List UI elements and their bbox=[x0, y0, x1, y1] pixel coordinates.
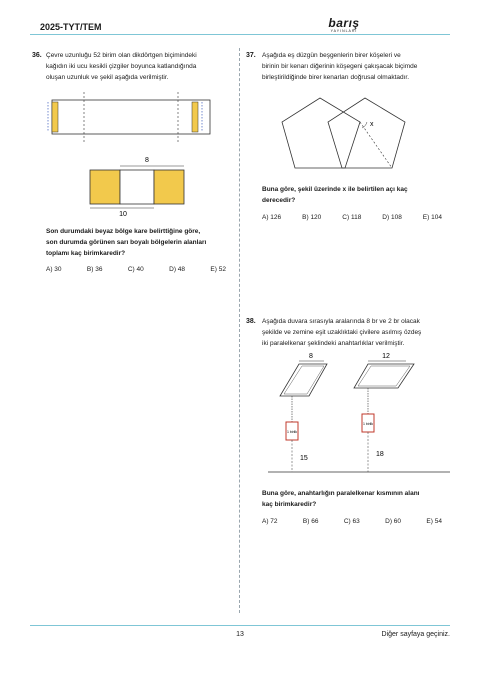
q38-option-a[interactable]: A) 72 bbox=[262, 518, 278, 525]
q38-number: 38. bbox=[246, 318, 256, 325]
publisher-logo bbox=[320, 17, 368, 34]
q37-option-b[interactable]: B) 120 bbox=[302, 214, 322, 221]
q36-question-line: son durumda görünen sarı boyalı bölgelerin alanları bbox=[46, 239, 207, 246]
q36-option-d[interactable]: D) 48 bbox=[169, 266, 186, 273]
q37-figure bbox=[280, 90, 450, 180]
q37-option-a[interactable]: A) 126 bbox=[262, 214, 282, 221]
q36-option-a[interactable]: A) 30 bbox=[46, 266, 62, 273]
q38-option-d[interactable]: D) 60 bbox=[385, 518, 402, 525]
q37-number: 37. bbox=[246, 52, 256, 59]
q38-label-left-height: 15 bbox=[300, 455, 308, 462]
header-divider bbox=[30, 34, 450, 35]
q38-text bbox=[262, 316, 452, 349]
page-number: 13 bbox=[236, 631, 244, 638]
q36-question-line: Son durumdaki beyaz bölge kare belirttiğine göre, bbox=[46, 228, 201, 235]
q36-option-e[interactable]: E) 52 bbox=[210, 266, 226, 273]
logo-subtext: YAYINLARI bbox=[330, 29, 358, 33]
footer-divider bbox=[30, 625, 450, 626]
q37-diagonal bbox=[360, 122, 392, 168]
q38-option-b[interactable]: B) 66 bbox=[302, 518, 319, 525]
q37-angle-label: x bbox=[370, 121, 374, 128]
q37-text-line: birinin bir kenarı diğerinin köşegeni çakışacak biçimde bbox=[262, 63, 418, 70]
q37-option-c[interactable]: C) 118 bbox=[342, 214, 362, 221]
q38-text-line: Aşağıda duvara sırasıyla aralarında 8 br ve 2 br olacak bbox=[262, 318, 420, 325]
column-divider bbox=[239, 48, 240, 613]
q37-text bbox=[262, 50, 452, 83]
q36-yellow-right bbox=[154, 170, 184, 204]
q37-angle-arc bbox=[362, 122, 367, 128]
q37-options bbox=[262, 214, 442, 221]
q38-options bbox=[262, 518, 442, 525]
q38-label-left-top: 8 bbox=[309, 353, 313, 360]
q37-question bbox=[262, 184, 452, 206]
logo-text: barış bbox=[328, 16, 360, 30]
q36-question bbox=[46, 226, 236, 259]
q36-white-square bbox=[120, 170, 154, 204]
q37-text-line: Aşağıda eş düzgün beşgenlerin birer köşeleri ve bbox=[262, 52, 401, 59]
q36-options bbox=[46, 266, 226, 273]
q37-option-e[interactable]: E) 104 bbox=[422, 214, 442, 221]
q36-yellow-left bbox=[90, 170, 120, 204]
q36-figure bbox=[40, 90, 230, 220]
q37-question-line: Buna göre, şekil üzerinde x ile belirtilen açı kaç bbox=[262, 186, 408, 193]
q37-pentagon-right bbox=[328, 98, 405, 168]
q38-question bbox=[262, 488, 452, 510]
q37-question-line: derecedir? bbox=[262, 197, 296, 204]
q38-text-line: iki paralelkenar şeklindeki anahtarlıklar verilmiştir. bbox=[262, 340, 405, 347]
q36-option-b[interactable]: B) 36 bbox=[86, 266, 103, 273]
q38-question-line: Buna göre, anahtarlığın paralelkenar kısmının alanı bbox=[262, 490, 420, 497]
q36-end-left bbox=[52, 102, 58, 132]
q36-text-line: oluşan uzunluk ve şekil aşağıda verilmiştir. bbox=[46, 74, 169, 81]
q38-parallelogram-left bbox=[280, 364, 327, 396]
exam-title: 2025-TYT/TEM bbox=[40, 22, 102, 32]
q38-tag-right-text: 1 birlik bbox=[362, 422, 374, 426]
q38-option-e[interactable]: E) 54 bbox=[426, 518, 442, 525]
q36-end-right bbox=[192, 102, 198, 132]
q36-question-line: toplamı kaç birimkaredir? bbox=[46, 250, 126, 257]
q38-label-right-top: 12 bbox=[382, 353, 390, 360]
q36-paper-strip bbox=[52, 100, 210, 134]
q37-option-d[interactable]: D) 108 bbox=[382, 214, 402, 221]
q36-text-line: Çevre uzunluğu 52 birim olan dikdörtgen biçimindeki bbox=[46, 52, 197, 59]
q36-option-c[interactable]: C) 40 bbox=[127, 266, 144, 273]
q38-question-line: kaç birimkaredir? bbox=[262, 501, 317, 508]
q36-text-line: kağıdın iki ucu kesikli çizgiler boyunca katlandığında bbox=[46, 63, 197, 70]
q36-label-top: 8 bbox=[145, 157, 149, 164]
q37-text-line: birleştirildiğinde birer kenarları doğrusal olmaktadır. bbox=[262, 74, 410, 81]
q36-label-bottom: 10 bbox=[119, 211, 127, 218]
q38-figure bbox=[264, 350, 454, 480]
next-page-note: Diğer sayfaya geçiniz. bbox=[381, 631, 450, 638]
q38-label-right-height: 18 bbox=[376, 451, 384, 458]
q38-tag-left-text: 1 birlik bbox=[286, 430, 298, 434]
q38-parallelogram-right bbox=[354, 364, 414, 388]
q36-number: 36. bbox=[32, 52, 42, 59]
q38-option-c[interactable]: C) 63 bbox=[343, 518, 360, 525]
q36-text bbox=[46, 50, 236, 83]
q38-text-line: şekilde ve zemine eşit uzaklıktaki çivilere asılmış özdeş bbox=[262, 329, 422, 336]
